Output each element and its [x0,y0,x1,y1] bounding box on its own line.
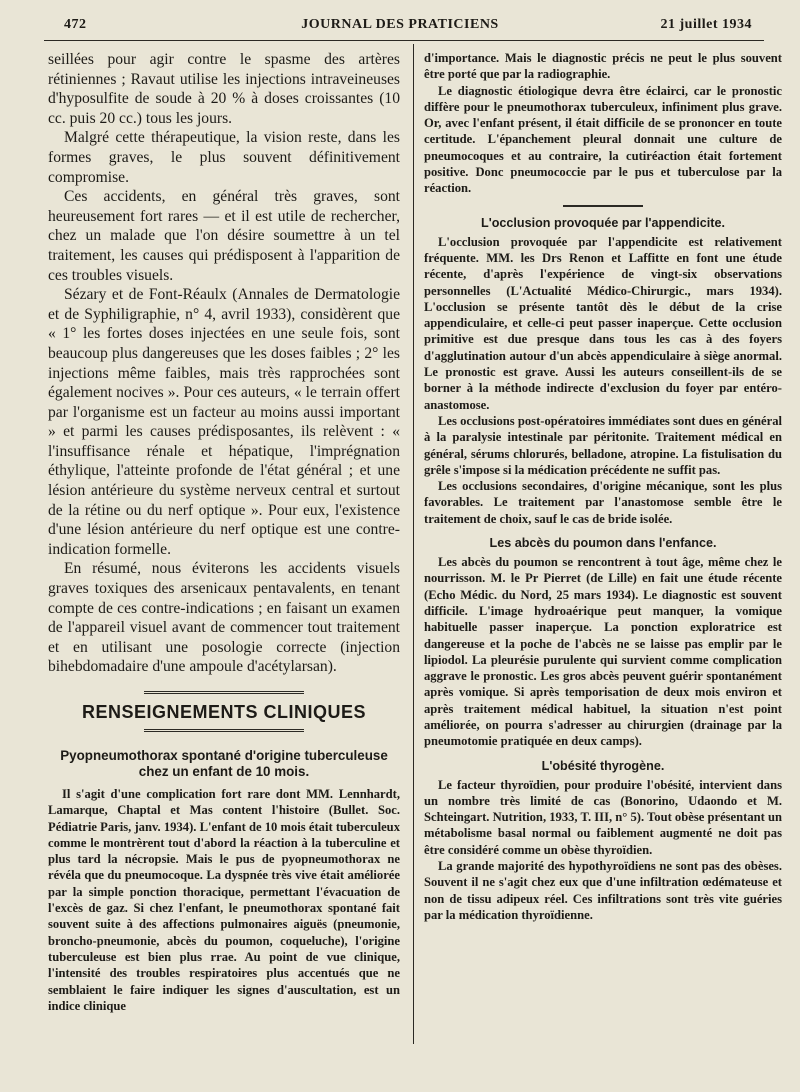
occlusion-paragraph-3: Les occlusions secondaires, d'origine mécanique, sont les plus favorables. Le traitement par l'anastomose semble être le traitement de choix, sauf le cas de bride isolée. [424,479,782,526]
section-rule-top [144,691,304,696]
right-paragraph-2: Le diagnostic étiologique devra être éclairci, car le pronostic diffère pour le pneumothorax tuberculeux, infiniment plus grave. Or, avec l'enfant présent, il était difficile de se prononcer en toute certitude. L'épanchement pleural donnait une culture de pneumocoques et au contraire, la cutiréaction était fortement positive. Donc pneumococcie par le pus et tuberculose par la réaction. [424,83,782,196]
left-paragraph-2: Malgré cette thérapeutique, la vision reste, dans les formes graves, le plus souvent définitivement compromise. [48,129,400,186]
left-paragraph-4: Sézary et de Font-Réaulx (Annales de Dermatologie et de Syphiligraphie, n° 4, avril 1933), considèrent que « 1° les fortes doses injectées en une seule fois, sont beaucoup plus dangereuses que les doses faibles ; 2° les injections même faibles, mais très rapprochées sont également nocives ». Pour ces auteurs, « le terrain offert par l'organisme est un facteur au moins aussi important » et parmi les causes prédisposantes, ils relèvent : « l'insuffisance rénale et hépatique, l'imprégnation éthylique, l'atteinte profonde de l'état général ; et une lésion antérieure du système nerveux central et surtout de la rétine ou du nerf optique ». Pour eux, l'existence d'une lésion antérieure du nerf optique est une contre-indication formelle. [48,286,400,558]
left-paragraph-1: seillées pour agir contre le spasme des artères rétiniennes ; Ravaut utilise les injections intraveineuses d'hyposulfite de soude à 20 % à doses croissantes (10 cc. puis 20 cc.) tous les jours. [48,51,400,127]
left-column [48,50,400,1014]
journal-title: JOURNAL DES PRATICIENS [301,17,499,32]
obesite-paragraph-1: Le facteur thyroïdien, pour produire l'obésité, intervient dans un nombre très limité de cas (Bonorino, Udaondo et M. Schteingart. Nutrition, 1933, T. III, n° 5). Tout obèse présentant un métabolisme basal normal ou faiblement augmenté ne doit pas être considéré comme un obèse thyroïdien. [424,777,782,857]
heading-obesite: L'obésité thyrogène. [541,758,665,773]
column-divider [413,44,414,1044]
header-rule [44,40,764,41]
occlusion-paragraph-2: Les occlusions post-opératoires immédiates sont dues en général à la paralysie intestinale par péritonite. Traitement médical en général, sérums chlorurés, belladone, atropine. La fistulisation du grêle s'impose si la médication précédente ne suffit pas. [424,413,782,477]
article-title: Pyopneumothorax spontané d'origine tuberculeuse chez un enfant de 10 mois. [60,748,388,779]
left-paragraph-5: En résumé, nous éviterons les accidents visuels graves toxiques des arsenicaux pentavalents, en tenant compte de ces contre-indications ; en faisant un examen de l'appareil visuel avant de commencer tout traitement et en utilisant une posologie correcte (injection bihebdomadaire d'une ampoule d'acétylarsan). [48,560,400,676]
heading-occlusion: L'occlusion provoquée par l'appendicite. [481,215,725,230]
right-paragraph-1: d'importance. Mais le diagnostic précis ne peut le plus souvent être porté que par la radiographie. [424,51,782,82]
left-paragraph-3: Ces accidents, en général très graves, sont heureusement fort rares — et il est utile de rechercher, chez un malade que l'on désire soumettre à un tel traitement, les causes qui prédisposent à l'apparition de ces troubles visuels. [48,188,400,284]
separator-rule [563,205,643,207]
abces-paragraph-1: Les abcès du poumon se rencontrent à tout âge, même chez le nourrisson. M. le Pr Pierret (de Lille) en fait une étude récente (Echo Médic. du Nord, 25 mars 1934). Le diagnostic est souvent difficile. L'image hydroaérique peut manquer, la vomique habituelle passer inaperçue. La ponction exploratrice est dangereuse et la poche de l'abcès ne se laisse pas emplir par le lipiodol. La pleurésie purulente qui survient comme complication aggrave le pronostic. Les gros abcès peuvent guérir spontanément après vomique. Si après temporisation de deux mois environ et après traitement médical habituel, la situation n'est point améliorée, on pourra s'adresser au chirurgien (drainage par la pneumotomie pratiquée en deux camps). [424,555,782,749]
page-header [40,12,760,38]
page-number: 472 [64,17,87,32]
right-column [424,50,782,923]
section-title: RENSEIGNEMENTS CLINIQUES [81,702,367,722]
obesite-paragraph-2: La grande majorité des hypothyroïdiens ne sont pas des obèses. Souvent il ne s'agit chez eux que d'une infiltration œdémateuse et non de tissu adipeux réel. Ces infiltrations sont très vite guéries par la médication thyroïdienne. [424,859,782,922]
heading-abces: Les abcès du poumon dans l'enfance. [489,536,717,551]
issue-date: 21 juillet 1934 [660,17,752,32]
occlusion-paragraph-1: L'occlusion provoquée par l'appendicite est relativement fréquente. MM. les Drs Renon et Laffitte en font une étude récente, d'après l'expérience de vingt-six observations personnelles (L'Actualité Médico-Chirurgic., mars 1934). L'occlusion se présente tantôt dès le début de la crise appendiculaire, et celle-ci peut passer inaperçue. Cette occlusion primitive est due presque dans tous les cas à des foyers d'agglutination autour d'un abcès appendiculaire à siège anormal. Le pronostic est grave. Aussi les auteurs conseillent-ils de se borner à la méthode indirecte d'exclusion du foyer par entéro-anastomose. [424,234,782,412]
section-rule-bottom [144,729,304,734]
article-paragraph-1: Il s'agit d'une complication fort rare dont MM. Lennhardt, Lamarque, Chaptal et Mas content l'histoire (Bullet. Soc. Pédiatrie Paris, janv. 1934). L'enfant de 10 mois était tuberculeux comme le montrèrent tout d'abord la réaction à la tuberculine et plus tard la nécropsie. Mais le pus de pyopneumothorax ne révéla que du pneumocoque. La dyspnée très vive était améliorée par la simple ponction thoracique, permettant l'évacuation de l'excès de gaz. Si chez l'enfant, le pneumothorax spontané fait souvent suite à des affections pulmonaires aiguës (pneumonie, broncho-pneumonie, abcès du poumon, coqueluche), l'origine tuberculeuse est bien plus rrae. Au point de vue clinique, l'intensité des troubles respiratoires plus accentués que ne semblaient le faire indiquer les signes d'auscultation, est un indice clinique [48,787,400,1013]
